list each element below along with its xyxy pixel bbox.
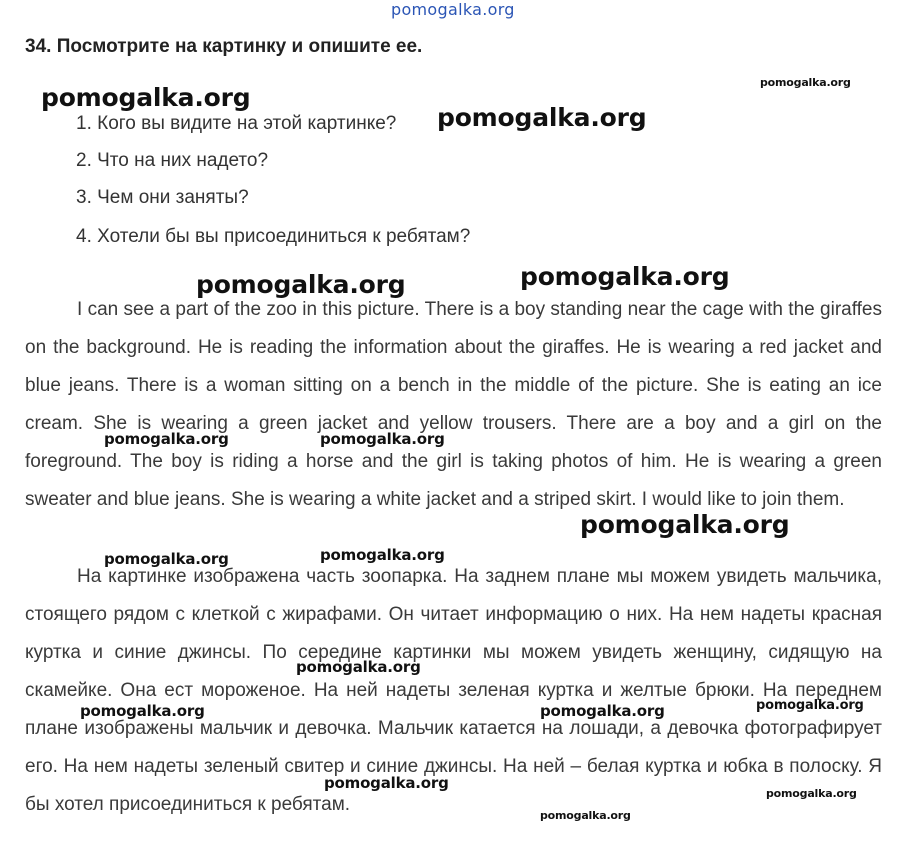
site-watermark-top: pomogalka.org	[391, 0, 515, 19]
question-2: 2. Что на них надето?	[76, 150, 269, 171]
watermark: pomogalka.org	[580, 510, 790, 539]
answer-russian: На картинке изображена часть зоопарка. На заднем плане мы можем увидеть мальчика, стоящего рядом с клеткой с жирафами. Он читает информацию о них. На нем надеты красная куртка и синие джинсы. По середине картинки мы можем увидеть женщину, сидящую на скамейке. Она ест мороженое. На ней надеты зеленая куртка и желтые брюки. На переднем плане изображены мальчик и девочка. Мальчик катается на лошади, а девочка фотографирует его. На нем надеты зеленый свитер и синие джинсы. На ней – белая куртка и юбка в полоску. Я бы хотел присоединиться к ребятам.	[25, 566, 882, 815]
watermark: pomogalka.org	[437, 103, 647, 132]
watermark: pomogalka.org	[540, 809, 631, 822]
watermark: pomogalka.org	[540, 702, 665, 720]
watermark: pomogalka.org	[320, 546, 445, 564]
watermark: pomogalka.org	[104, 430, 229, 448]
watermark: pomogalka.org	[520, 262, 730, 291]
watermark: pomogalka.org	[104, 550, 229, 568]
question-1: 1. Кого вы видите на этой картинке?	[76, 113, 397, 134]
watermark: pomogalka.org	[296, 658, 421, 676]
watermark: pomogalka.org	[766, 787, 857, 800]
question-4: 4. Хотели бы вы присоединиться к ребятам?	[76, 226, 471, 247]
task-title: 34. Посмотрите на картинку и опишите ее.	[25, 36, 423, 57]
watermark: pomogalka.org	[756, 698, 864, 713]
answer-english: I can see a part of the zoo in this picture. There is a boy standing near the cage with the giraffes on the background. He is reading the information about the giraffes. He is wearing a red jacket and blue jeans. There is a woman sitting on a bench in the middle of the picture. She is eating an ice cream. She is wearing a green jacket and yellow trousers. There are a boy and a girl on the foreground. The boy is riding a horse and the girl is taking photos of him. He is wearing a green sweater and blue jeans. She is wearing a white jacket and a striped skirt. I would like to join them.	[25, 299, 882, 510]
watermark: pomogalka.org	[324, 774, 449, 792]
watermark: pomogalka.org	[320, 430, 445, 448]
watermark: pomogalka.org	[41, 83, 251, 112]
question-3: 3. Чем они заняты?	[76, 187, 249, 208]
watermark: pomogalka.org	[760, 76, 851, 89]
watermark: pomogalka.org	[196, 270, 406, 299]
watermark: pomogalka.org	[80, 702, 205, 720]
